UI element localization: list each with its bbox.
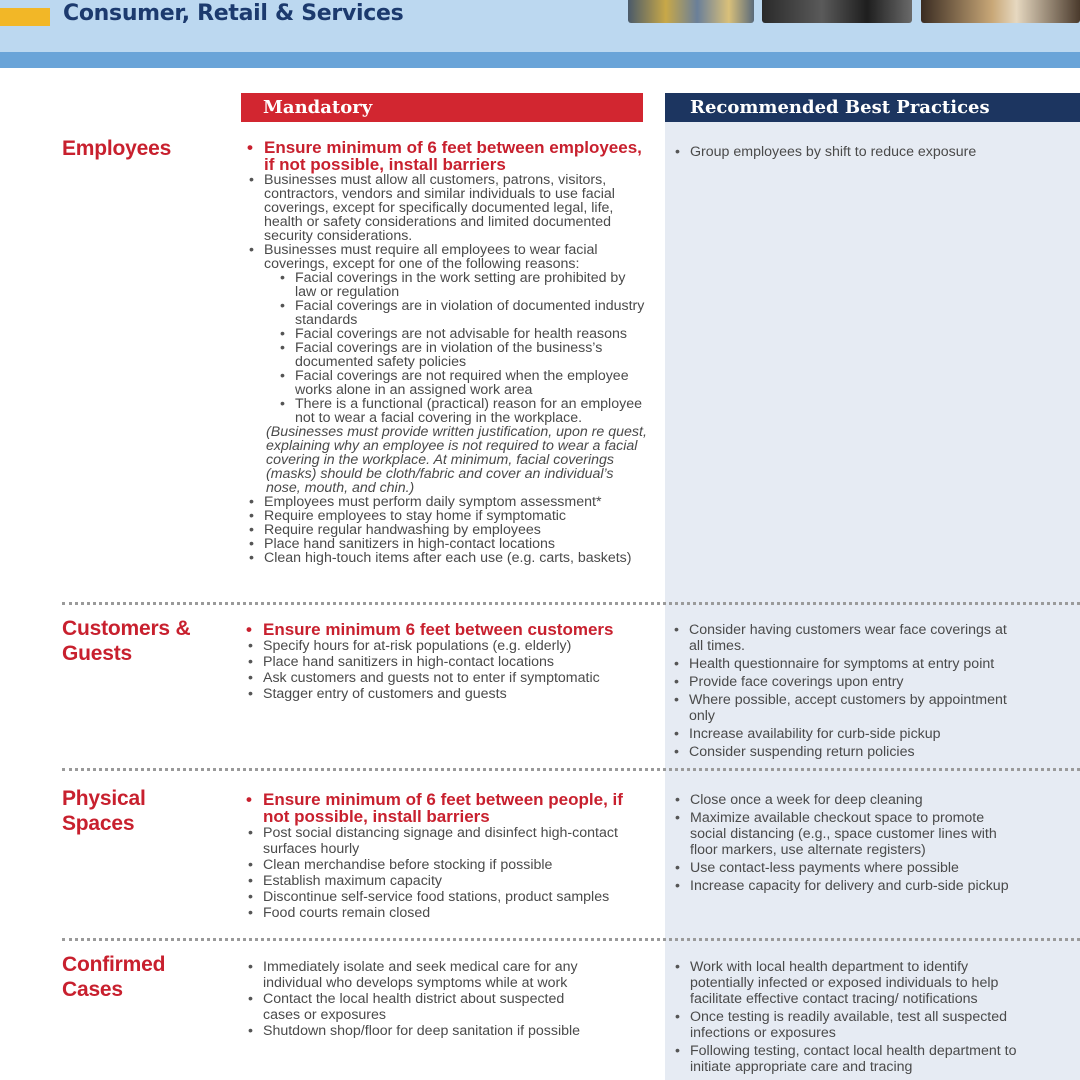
list-item: • Place hand sanitizers in high-contact locations: [246, 654, 646, 670]
list-item: • Stagger entry of customers and guests: [246, 686, 646, 702]
recommended-column-header: Recommended Best Practices: [665, 93, 1080, 122]
list-item: • Maximize available checkout space to promote social distancing (e.g., space customer lines with floor markers, use alternate registers): [673, 810, 1018, 858]
list-item: • Discontinue self-service food stations, product samples: [246, 889, 646, 905]
list-item: • Increase capacity for delivery and curb-side pickup: [673, 878, 1018, 894]
list-subitem: • Facial coverings are in violation of the business’s documented safety policies: [247, 341, 647, 369]
section-label-physical-spaces: Physical Spaces: [62, 787, 146, 835]
list-item: • Group employees by shift to reduce exposure: [673, 144, 1053, 160]
list-item: • Require employees to stay home if symptomatic: [247, 509, 647, 523]
retail-worker-photo: [628, 0, 754, 23]
list-item: • Use contact-less payments where possible: [673, 860, 1018, 876]
list-item: • Consider suspending return policies: [672, 744, 1017, 760]
recommended-column-background: [665, 122, 1080, 1080]
employees-mandatory-list: [247, 139, 647, 565]
physical-mandatory-list: [246, 791, 646, 921]
list-item: • Establish maximum capacity: [246, 873, 646, 889]
list-item: • Following testing, contact local health department to initiate appropriate care and tracing: [673, 1043, 1023, 1075]
employees-recommended-list: [673, 144, 1053, 162]
list-item: • Shutdown shop/floor for deep sanitation if possible: [246, 1023, 586, 1039]
customers-recommended-list: [672, 622, 1017, 762]
list-item: • Businesses must require all employees to wear facial coverings, except for one of the following reasons:: [247, 243, 647, 271]
list-item: • Immediately isolate and seek medical care for any individual who develops symptoms while at work: [246, 959, 586, 991]
list-item: • Consider having customers wear face coverings at all times.: [672, 622, 1017, 654]
confirmed-mandatory-list: [246, 959, 586, 1039]
auto-service-photo: [762, 0, 912, 23]
list-item: • Food courts remain closed: [246, 905, 646, 921]
list-item: • Work with local health department to identify potentially infected or exposed individuals to help facilitate effective contact tracing/ notifications: [673, 959, 1023, 1007]
list-subitem: • Facial coverings are not advisable for health reasons: [247, 327, 647, 341]
mandatory-column-header: Mandatory: [241, 93, 643, 122]
physical-recommended-list: [673, 792, 1018, 896]
list-item: • Health questionnaire for symptoms at entry point: [672, 656, 1017, 672]
customers-mandatory-list: [246, 621, 646, 702]
confirmed-recommended-list: [673, 959, 1023, 1077]
list-subitem: • There is a functional (practical) reason for an employee not to wear a facial covering in the workplace.: [247, 397, 647, 425]
list-item: • Specify hours for at-risk populations (e.g. elderly): [246, 638, 646, 654]
section-divider: [62, 938, 1080, 941]
list-subitem: • Facial coverings in the work setting are prohibited by law or regulation: [247, 271, 647, 299]
list-item: • Employees must perform daily symptom assessment*: [247, 495, 647, 509]
section-label-employees: Employees: [62, 137, 172, 160]
facial-covering-note: (Businesses must provide written justification, upon re quest, explaining why an employee is not required to wear a facial covering in the workplace. At minimum, facial coverings (masks) should be cloth/fabric and cover an individual’s nose, mouth, and chin.): [266, 424, 647, 496]
list-item: • Where possible, accept customers by appointment only: [672, 692, 1017, 724]
service-worker-photo: [921, 0, 1080, 23]
list-item: • Place hand sanitizers in high-contact locations: [247, 537, 647, 551]
list-item: • Require regular handwashing by employees: [247, 523, 647, 537]
section-divider: [62, 602, 1080, 605]
list-subitem: • Facial coverings are in violation of documented industry standards: [247, 299, 647, 327]
list-subitem: • Facial coverings are not required when the employee works alone in an assigned work area: [247, 369, 647, 397]
section-divider: [62, 768, 1080, 771]
list-item: • Provide face coverings upon entry: [672, 674, 1017, 690]
list-item: • Close once a week for deep cleaning: [673, 792, 1018, 808]
list-item-key: • Ensure minimum of 6 feet between people, if not possible, install barriers: [246, 791, 646, 825]
list-item: • Increase availability for curb-side pickup: [672, 726, 1017, 742]
list-item: • Ask customers and guests not to enter if symptomatic: [246, 670, 646, 686]
section-label-confirmed-cases: Confirmed Cases: [62, 953, 166, 1001]
accent-tab: [0, 8, 50, 26]
list-item: • Post social distancing signage and disinfect high-contact surfaces hourly: [246, 825, 646, 857]
list-item: • Contact the local health district about suspected cases or exposures: [246, 991, 586, 1023]
header-stripe: [0, 52, 1080, 68]
list-item: • Clean merchandise before stocking if possible: [246, 857, 646, 873]
list-item: • Clean high-touch items after each use (e.g. carts, baskets): [247, 551, 647, 565]
list-item: • Once testing is readily available, test all suspected infections or exposures: [673, 1009, 1023, 1041]
section-label-customers: Customers & Guests: [62, 617, 191, 665]
list-item: • Businesses must allow all customers, patrons, visitors, contractors, vendors and similar individuals to use facial coverings, except for specifically documented legal, life, health or safety considerations and limited documented security considerations.: [247, 173, 647, 243]
list-item-key: • Ensure minimum of 6 feet between employees, if not possible, install barriers: [247, 139, 647, 173]
page-title: Consumer, Retail & Services: [63, 1, 404, 26]
list-item-key: • Ensure minimum 6 feet between customers: [246, 621, 646, 638]
